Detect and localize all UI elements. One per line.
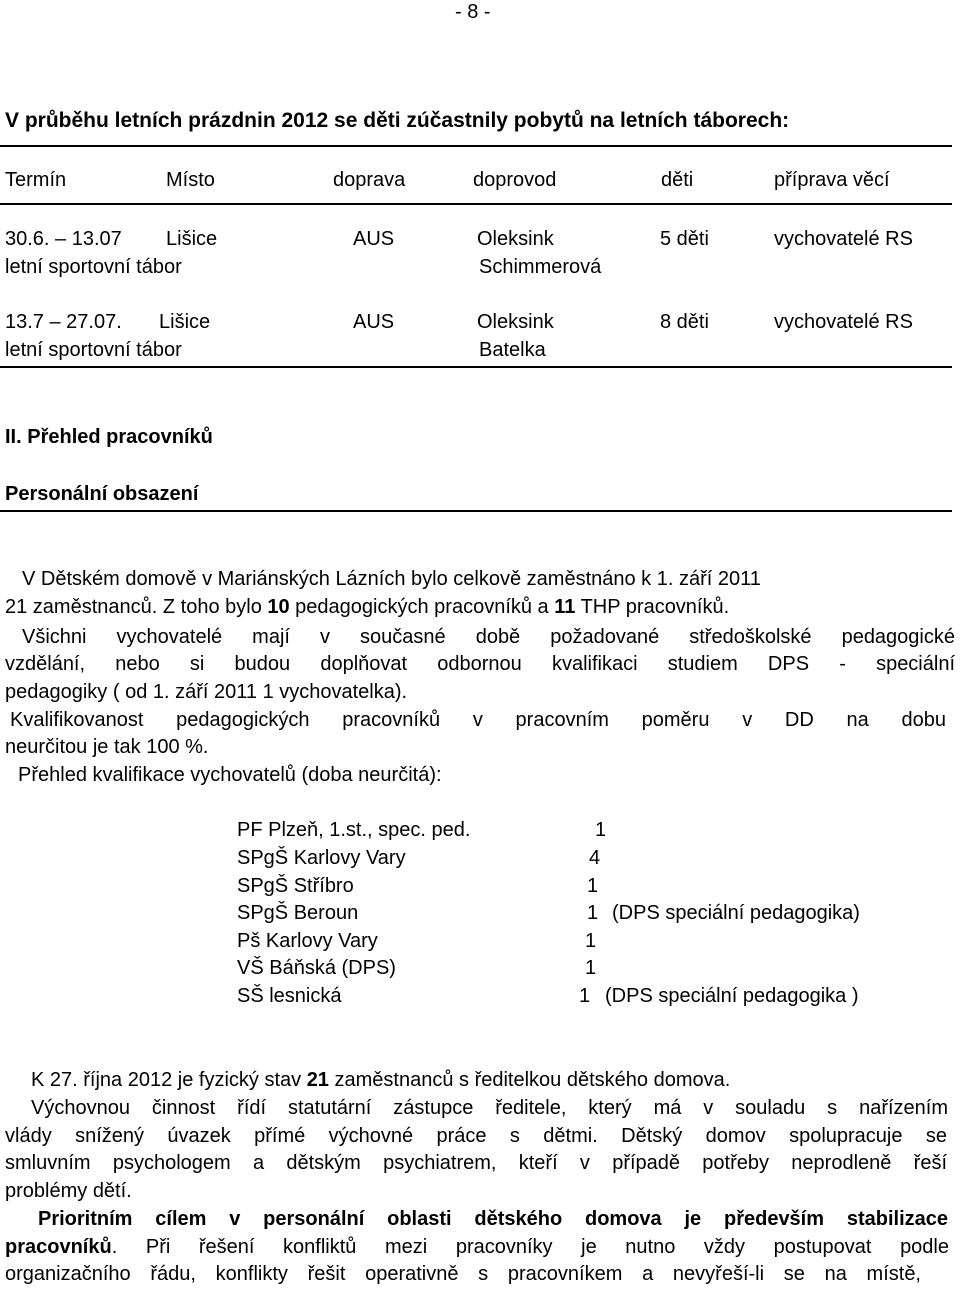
paragraph-line: problémy dětí. (5, 1180, 132, 1202)
row-escort: Oleksink (477, 228, 554, 250)
col-header: děti (661, 169, 694, 191)
row-escort: Oleksink (477, 311, 554, 333)
divider (0, 203, 952, 205)
paragraph-line: organizačního řádu, konflikty řešit operativně s pracovníkem a nevyřeší-li se na místě, (5, 1263, 921, 1285)
school-name: PF Plzeň, 1.st., spec. ped. (237, 819, 471, 841)
camps-heading: V průběhu letních prázdnin 2012 se děti zúčastnily pobytů na letních táborech: (5, 109, 790, 132)
col-header: doprovod (473, 169, 557, 191)
section-subtitle: Personální obsazení (5, 483, 199, 505)
row-kids: 5 děti (660, 228, 709, 250)
divider (0, 510, 952, 512)
school-count: 1 (587, 875, 599, 897)
row-prep: vychovatelé RS (774, 228, 913, 250)
col-header: doprava (333, 169, 406, 191)
school-count: 1 (595, 819, 607, 841)
col-header: Termín (5, 169, 67, 191)
school-note: (DPS speciální pedagogika) (612, 902, 860, 924)
paragraph-line: vlády snížený úvazek přímé výchovné práce s dětmi. Dětský domov spolupracuje se (5, 1125, 947, 1147)
col-header: Místo (166, 169, 215, 191)
paragraph-line: K 27. října 2012 je fyzický stav 21 zaměstnanců s ředitelkou dětského domova. (31, 1069, 731, 1091)
paragraph-line: Výchovnou činnost řídí statutární zástupce ředitele, který má v souladu s nařízením (31, 1097, 948, 1119)
school-name: VŠ Báňská (DPS) (237, 957, 396, 979)
school-note: (DPS speciální pedagogika ) (605, 985, 859, 1007)
school-name: SPgŠ Stříbro (237, 875, 354, 897)
school-count: 4 (589, 847, 601, 869)
row-transport: AUS (353, 228, 395, 250)
paragraph-line: pedagogiky ( od 1. září 2011 1 vychovatelka). (5, 681, 408, 703)
col-header: příprava věcí (774, 169, 890, 191)
paragraph-line: Přehled kvalifikace vychovatelů (doba neurčitá): (18, 764, 442, 786)
row-prep: vychovatelé RS (774, 311, 913, 333)
row-term: 13.7 – 27.07. (5, 311, 122, 333)
school-count: 1 (585, 957, 597, 979)
school-name: SPgŠ Karlovy Vary (237, 847, 406, 869)
page-number: - 8 - (455, 1, 491, 23)
row-kids: 8 děti (660, 311, 709, 333)
school-count: 1 (585, 930, 597, 952)
school-name: SPgŠ Beroun (237, 902, 359, 924)
paragraph-line-bold: Prioritním cílem v personální oblasti dětského domova je především stabilizace (38, 1208, 948, 1230)
paragraph-line: pracovníků. Při řešení konfliktů mezi pracovníky je nutno vždy postupovat podle (5, 1236, 949, 1258)
row-escort: Schimmerová (479, 256, 602, 278)
paragraph-line: 21 zaměstnanců. Z toho bylo 10 pedagogických pracovníků a 11 THP pracovníků. (5, 596, 730, 618)
paragraph-line: neurčitou je tak 100 %. (5, 736, 209, 758)
row-place: Lišice (159, 311, 211, 333)
paragraph-line: Kvalifikovanost pedagogických pracovníků v pracovním poměru v DD na dobu (10, 709, 946, 731)
school-name: Pš Karlovy Vary (237, 930, 378, 952)
section-title: II. Přehled pracovníků (5, 426, 213, 448)
row-subplace: letní sportovní tábor (5, 339, 182, 361)
divider (0, 366, 952, 368)
row-escort: Batelka (479, 339, 546, 361)
paragraph-line: V Dětském domově v Mariánských Lázních bylo celkově zaměstnáno k 1. září 2011 (22, 568, 761, 590)
school-count: 1 (587, 902, 599, 924)
row-subplace: letní sportovní tábor (5, 256, 182, 278)
row-place: Lišice (166, 228, 218, 250)
divider (0, 145, 952, 147)
school-count: 1 (579, 985, 591, 1007)
row-term: 30.6. – 13.07 (5, 228, 122, 250)
row-transport: AUS (353, 311, 395, 333)
paragraph-line: vzdělání, nebo si budou doplňovat odbornou kvalifikaci studiem DPS - speciální (5, 653, 955, 675)
paragraph-line: Všichni vychovatelé mají v současné době požadované středoškolské pedagogické (22, 626, 955, 648)
paragraph-line: smluvním psychologem a dětským psychiatrem, kteří v případě potřeby neprodleně řeší (5, 1152, 947, 1174)
school-name: SŠ lesnická (237, 985, 342, 1007)
